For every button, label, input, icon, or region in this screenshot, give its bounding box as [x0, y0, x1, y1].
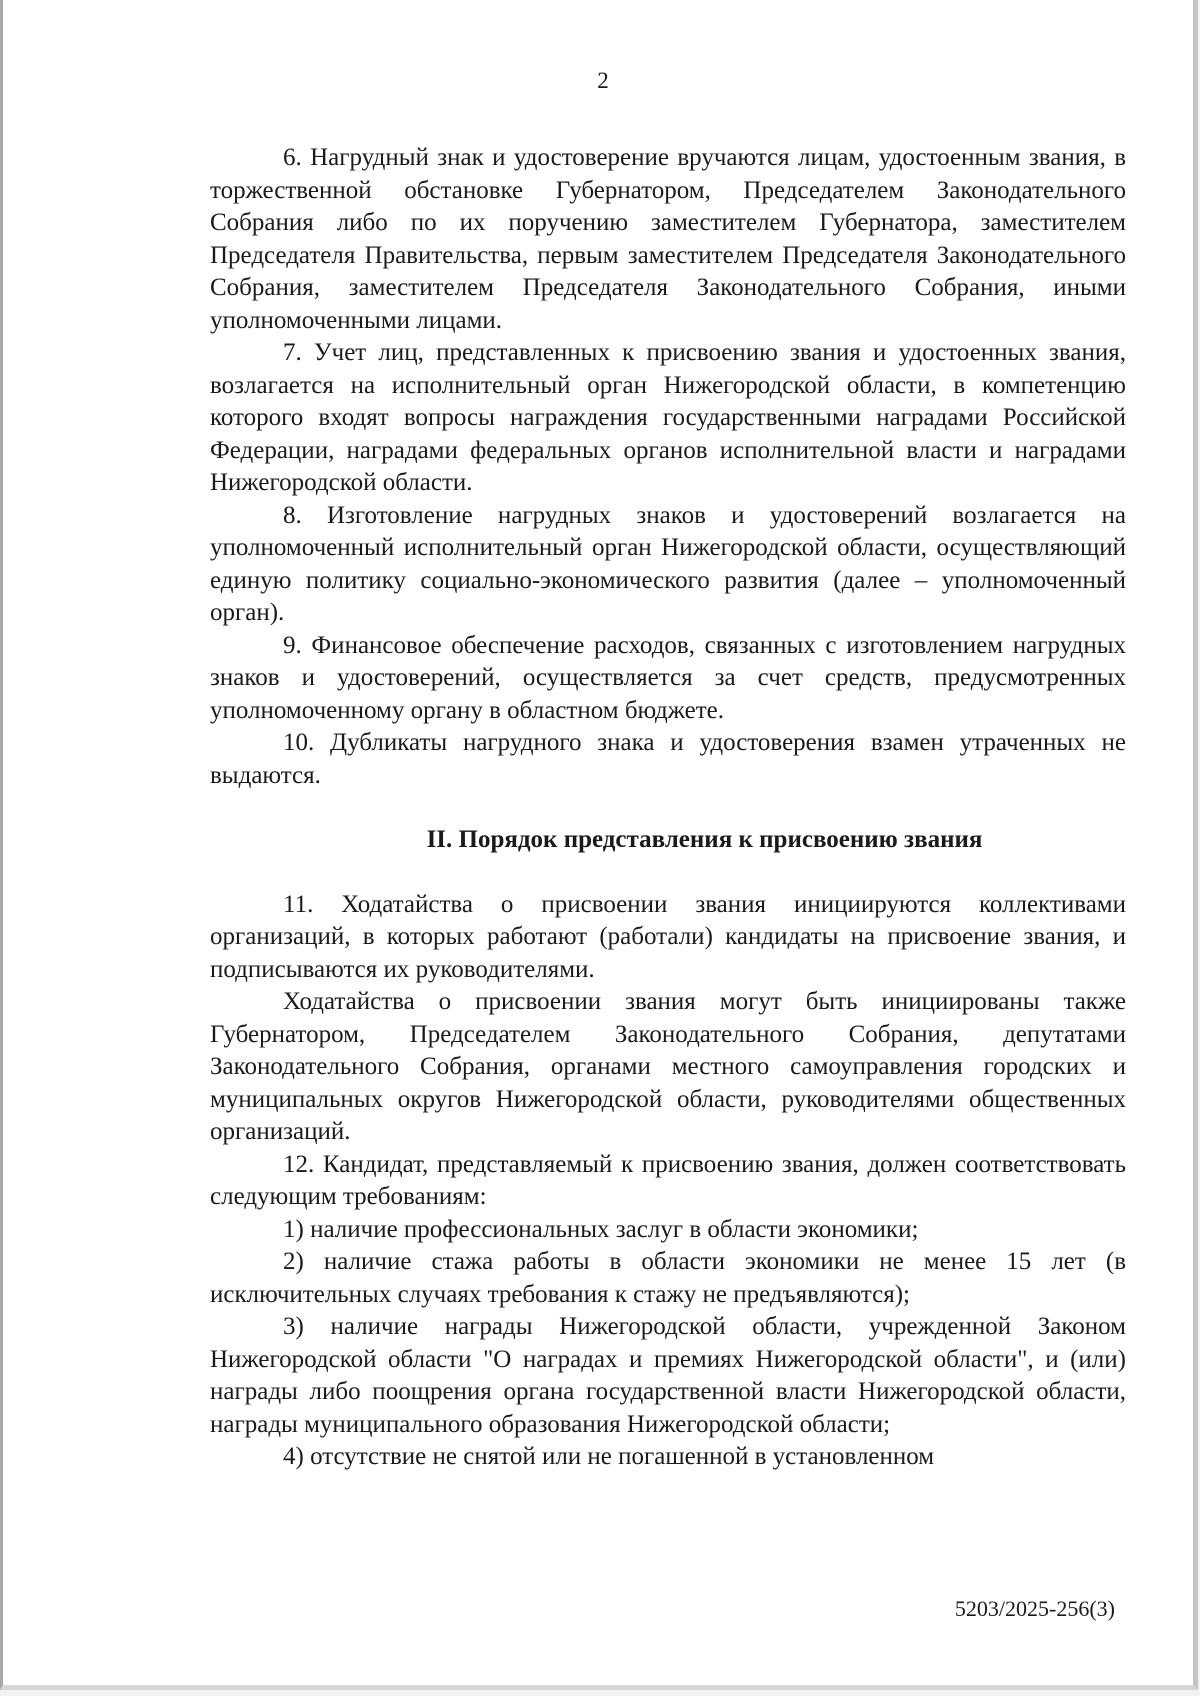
paragraph: Ходатайства о присвоении звания могут быть инициированы также Губернатором, Председателем Законодательного Собрания, депутатами Законодательного Собрания, органами местного самоуправления городских и муниципальных округов Нижегородской области, руководителями общественных организаций.: [210, 988, 1126, 1145]
section-heading: II. Порядок представления к присвоению звания: [426, 826, 983, 853]
list-item: 3) наличие награды Нижегородской области, учрежденной Законом Нижегородской области "О наградах и премиях Нижегородской области", и (или) награды либо поощрения органа государственной власти Нижегородской области, награды муниципального образования Нижегородской области;: [210, 1313, 1126, 1438]
paragraph: 6. Нагрудный знак и удостоверение вручаются лицам, удостоенным звания, в торжественной обстановке Губернатором, Председателем Законодательного Собрания либо по их поручению заместителем Губернатора, заместителем Председателя Правительства, первым заместителем Председателя Законодательного Собрания, заместителем Председателя Законодательного Собрания, иными уполномоченными лицами.: [210, 144, 1126, 334]
paragraph: 12. Кандидат, представляемый к присвоению звания, должен соответствовать следующим требованиям:: [210, 1150, 1126, 1210]
list-item: 1) наличие профессиональных заслуг в области экономики;: [283, 1215, 919, 1243]
document-body: [210, 142, 1126, 1474]
list-item: 2) наличие стажа работы в области экономики не менее 15 лет (в исключительных случаях требования к стажу не предъявляются);: [210, 1248, 1126, 1308]
paragraph: 10. Дубликаты нагрудного знака и удостоверения взамен утраченных не выдаются.: [210, 729, 1126, 789]
paragraph: 11. Ходатайства о присвоении звания инициируются коллективами организаций, в которых работают (работали) кандидаты на присвоение звания, и подписываются их руководителями.: [210, 890, 1126, 983]
list-item: 4) отсутствие не снятой или не погашенной в установленном: [283, 1443, 935, 1470]
page-number: 2: [597, 68, 609, 93]
paragraph: 9. Финансовое обеспечение расходов, связанных с изготовлением нагрудных знаков и удостоверений, осуществляется за счет средств, предусмотренных уполномоченному органу в областном бюджете.: [210, 631, 1126, 724]
document-registration-number: 5203/2025-256(3): [954, 1596, 1115, 1621]
paragraph: 7. Учет лиц, представленных к присвоению звания и удостоенных звания, возлагается на исполнительный орган Нижегородской области, в компетенцию которого входят вопросы награждения государственными наградами Российской Федерации, наградами федеральных органов исполнительной власти и наградами Нижегородской области.: [210, 339, 1126, 496]
paragraph: 8. Изготовление нагрудных знаков и удостоверений возлагается на уполномоченный исполнительный орган Нижегородской области, осуществляющий единую политику социально-экономического развития (далее – уполномоченный орган).: [210, 501, 1126, 626]
